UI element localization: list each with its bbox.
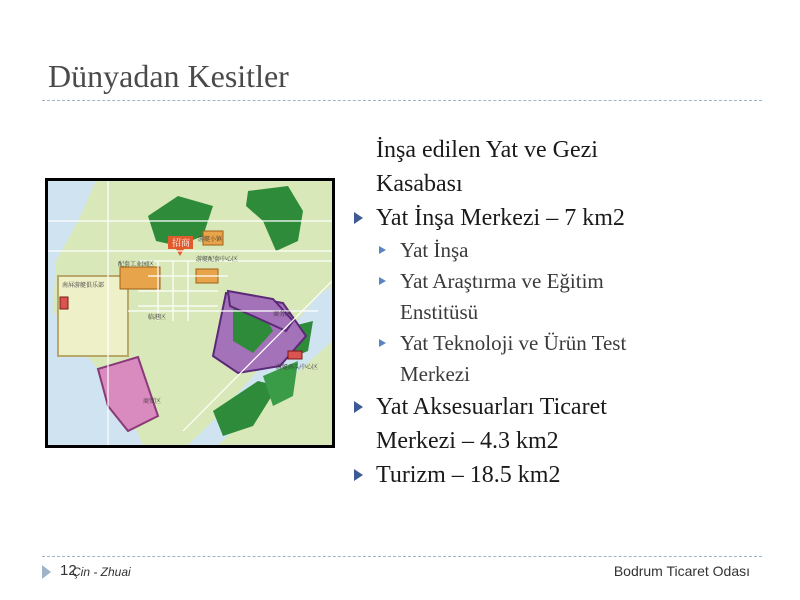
title-divider [42, 100, 762, 101]
map-label-7: 商贸区 [143, 398, 162, 405]
bullet-text: Yat İnşa Merkezi – 7 km2 [376, 205, 625, 231]
intro-line-1: İnşa edilen Yat ve Gezi [376, 137, 598, 163]
bullet-item-accessories-trade-cont: Merkezi – 4.3 km2 [376, 428, 559, 454]
map-label-5: 商务区 [273, 311, 292, 318]
sub-bullet-yacht-building [352, 235, 732, 266]
map-graphic [48, 181, 332, 445]
bullet-arrow-icon [354, 469, 363, 481]
bullet-item-tourism [352, 458, 732, 492]
intro-line-2: Kasabası [376, 171, 463, 197]
sub-bullet-text: Yat Teknoloji ve Ürün Test [400, 331, 627, 355]
footer-divider [42, 556, 762, 557]
map-zone-orange-1 [120, 267, 160, 289]
footer-arrow-icon [42, 565, 51, 579]
map-label-2: 游艇配套中心区 [196, 256, 239, 263]
sub-bullet-research-institute-cont: Enstitüsü [400, 300, 479, 324]
bullet-item-accessories-trade [352, 390, 732, 424]
sub-bullet-text: Yat Araştırma ve Eğitim [400, 269, 604, 293]
map-label-6: 游艇码头中心区 [276, 364, 319, 371]
footer-caption: Çin - Zhuai [72, 565, 131, 579]
map-label-4: 南屏游艇俱乐部 [62, 282, 105, 289]
map-image [45, 178, 335, 448]
bullet-list [352, 133, 732, 492]
bullet-text: Turizm – 18.5 km2 [376, 462, 561, 488]
bullet-arrow-icon [354, 212, 363, 224]
sub-bullet-technology-test-cont: Merkezi [400, 362, 470, 386]
bullet-text: Yat Aksesuarları Ticaret [376, 394, 607, 420]
map-label-8: 临港区 [148, 314, 167, 321]
sub-bullet-arrow-icon [379, 277, 386, 285]
sub-bullet-technology-test [352, 328, 732, 359]
footer-organization: Bodrum Ticaret Odası [613, 563, 750, 579]
map-label-3: 游艇小镇 [198, 236, 223, 243]
bullet-item-yacht-building-center [352, 201, 732, 235]
sub-bullet-arrow-icon [379, 339, 386, 347]
bullet-arrow-icon [354, 401, 363, 413]
sub-bullet-text: Yat İnşa [400, 238, 469, 262]
sub-bullet-arrow-icon [379, 246, 386, 254]
page-number: 12 [60, 562, 77, 579]
map-zone-red-1 [60, 297, 68, 309]
map-pin-label: 招商 [172, 239, 191, 249]
slide-title: Dünyadan Kesitler [48, 58, 289, 94]
map-zone-red-2 [288, 351, 302, 359]
map-label-1: 配套工业园区 [118, 261, 155, 268]
sub-bullet-research-institute [352, 266, 732, 297]
